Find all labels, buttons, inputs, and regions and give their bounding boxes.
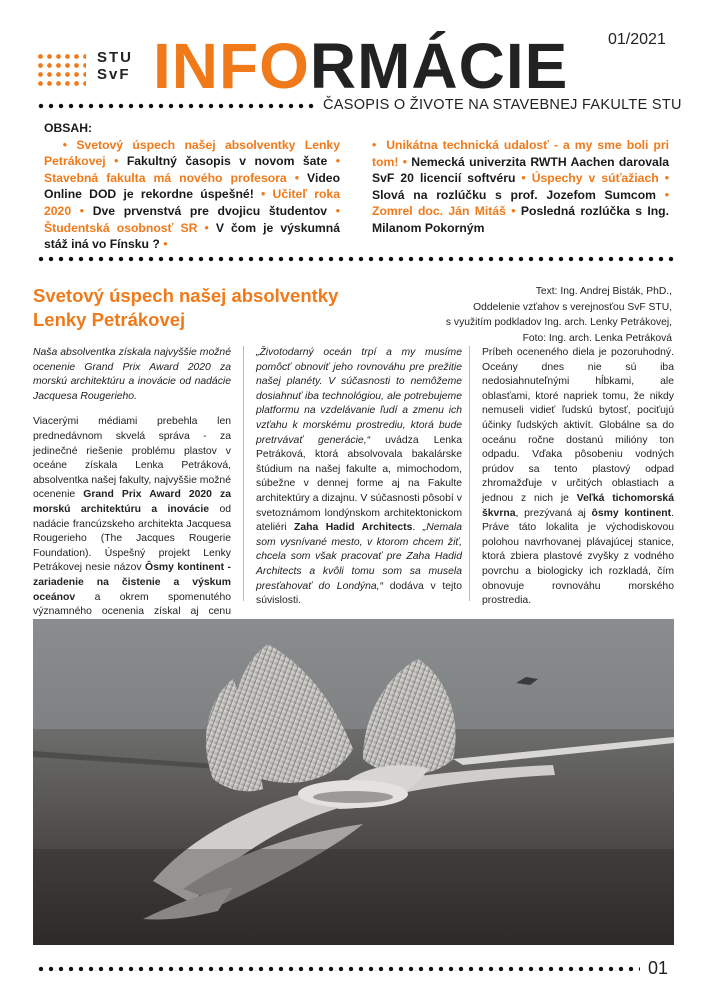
toc-dotted-divider [36, 256, 676, 262]
article-paragraph: „Životodarný oceán trpí a my musíme pomôcť obnoviť jeho rovnováhu pre prežitie našej planéty. V súčasnosti to nemôžeme dosiahnuť iba technológiou, ale potrebujeme platformu na vzdelávanie ľudí a zmenu ich vzťahu k morskému prostrediu, ktorá bude pretrvávať generácie,“ uvádza Lenka Petráková, ktorá absolvovala bakalárske štúdium na našej fakulte a, mimochodom, súbežne v dennej forme aj na Fakulte architektúry a dizajnu. V súčasnosti pôsobí v svetoznámom londýnskom architektonickom ateliéri Zaha Hadid Architects. „Nemala som vysnívané mesto, v ktorom chcem žiť, chcela som však pracovať pre Zaha Hadid Architects a kvôli tomu som sa musela presťahovať do Londýna,“ dodáva v tejto súvislosti. [256, 347, 463, 607]
toc-item[interactable]: Slová na rozlúčku s prof. Jozefom Sumcom [372, 187, 656, 202]
toc-item[interactable]: Video Online DOD je rekordne úspešné! [44, 170, 341, 202]
article-column-3 [482, 346, 674, 660]
toc-item[interactable]: Unikátna technická udalosť - a my sme boli pri tom! [372, 138, 669, 169]
toc-item[interactable]: Dve prvenstvá pre dvojicu študentov [92, 203, 328, 218]
article-credits: Text: Ing. Andrej Bisták, PhD., Oddelenie vzťahov s verejnosťou SvF STU, s využitím podkladov Ing. arch. Lenky Petrákovej, Foto: Ing. arch. Lenka Petráková [445, 286, 672, 344]
toc-column-left: OBSAH: • Svetový úspech našej absolventky Lenky Petrákovej • Fakultný časopis v novom šate • Stavebná fakulta má nového profesora • Video Online DOD je rekordne úspešné! • Učiteľ roka 2020 • Dve prvenstvá pre dvojicu študentov • Študentská osobnosť SR • V čom je výskumná stáž iná vo Fínsku ? • [44, 121, 341, 252]
toc-item[interactable]: Stavebná fakulta má nového profesora [44, 170, 287, 185]
stu-logo-dots [36, 52, 86, 86]
header-dotted-divider [36, 103, 317, 109]
article-title: Svetový úspech našej absolventky Lenky Petrákovej [33, 285, 339, 330]
toc-column-right: • Unikátna technická udalosť - a my sme boli pri tom! • Nemecká univerzita RWTH Aachen darovala SvF 20 licencií softvéru • Úspechy v súťažiach • Slová na rozlúčku s prof. Jozefom Sumcom • Zomrel doc. Ján Mitáš • Posledná rozlúčka s Ing. Milanom Pokorným [372, 138, 670, 235]
article-paragraph: Viacerými médiami prebehla len prednedávnom skvelá správa - za jedinečné riešenie problému plastov v oceáne získala Lenka Petráková, absolventka našej fakulty, najvyššie možné ocenenie Grand Prix Award 2020 za morskú architektúru a inovácie od nadácie francúzskeho architekta Jacquesa Rougerieho (The Jacques Rougerie Foundation). Úspešný projekt Lenky Petrákovej nesie názov Ôsmy kontinent - zariadenie na čistenie a výskum oceánov a okrem spomenutého významného ocenenia získal aj cenu [33, 416, 232, 618]
column-rule [243, 346, 244, 601]
magazine-title: INFORMÁCIE [153, 30, 569, 102]
toc-item[interactable]: Zomrel doc. Ján Mitáš [372, 204, 506, 219]
logo-text-svf: SvF [97, 66, 131, 83]
toc-item[interactable]: Fakultný časopis v novom šate [126, 154, 328, 169]
logo-text-stu: STU [97, 49, 133, 66]
toc-item[interactable]: Učiteľ roka 2020 [44, 187, 340, 218]
eighth-continent-render-photo [33, 619, 674, 945]
toc-item[interactable]: Študentská osobnosť SR [44, 220, 198, 235]
magazine-subtitle: ČASOPIS O ŽIVOTE NA STAVEBNEJ FAKULTE STU [323, 97, 682, 113]
footer-dotted-divider [36, 966, 640, 972]
toc-item[interactable]: Svetový úspech našej absolventky Lenky Petrákovej [44, 137, 340, 169]
toc-item[interactable]: Nemecká univerzita RWTH Aachen darovala SvF 20 licencií softvéru [372, 154, 669, 186]
article-column-2 [256, 346, 462, 620]
toc-item[interactable]: Úspechy v súťažiach [531, 171, 659, 186]
article-column-1 [33, 346, 231, 645]
article-lead: Naša absolventka získala najvyššie možné ocenenie Grand Prix Award 2020 za morskú architektúru a inovácie od nadácie Jacquesa Rougerieho. [33, 347, 231, 402]
issue-number: 01/2021 [608, 31, 666, 48]
column-rule [469, 346, 470, 601]
article-paragraph: Príbeh oceneného diela je pozoruhodný. Oceány dnes nie sú iba nedosiahnuteľnými hĺbkami, ale oblasťami, ktoré napriek tomu, že nikdy nemuseli vidieť ľudskú bytosť, pociťujú účinky ľudských aktivít. Globálne sa do oceánu ročne dostanú milióny ton odpadu. Vďaka pôsobeniu vodných prúdov sa tento plastový odpad zhromažďuje v určitých oblastiach a jednou z nich je Veľká tichomorská škvrna, prezývaná aj ôsmy kontinent. Práve táto lokalita je východiskovou polohou navrhovanej plávajúcej stanice, ktorá zbiera plastové zvyšky z vodného povrchu a biologicky ich rozkladá, čím obnovuje rovnováhu morského prostredia. [482, 347, 674, 607]
toc-item[interactable]: Posledná rozlúčka s Ing. Milanom Pokorným [372, 204, 670, 235]
toc-label: OBSAH: [44, 121, 93, 135]
toc-item[interactable]: V čom je výskumná stáž iná vo Fínsku ? [44, 220, 340, 252]
page-number: 01 [648, 958, 669, 978]
